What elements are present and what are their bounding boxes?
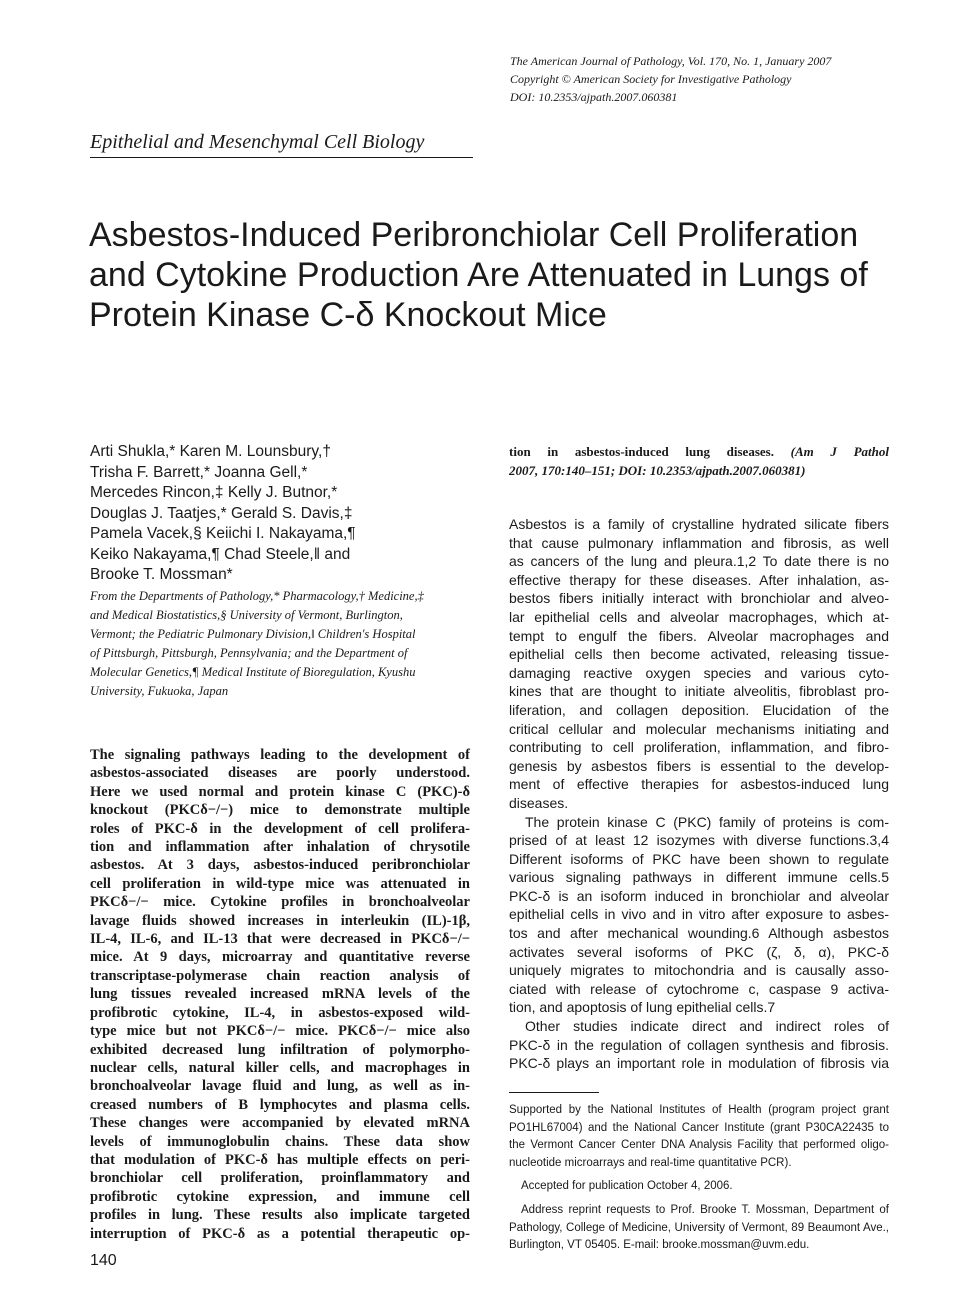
journal-copyright: Copyright © American Society for Investigative Pathology — [510, 72, 792, 86]
body-line: that cause pulmonary inflammation and fibrosis, as well — [509, 534, 889, 551]
abstract-line: cell proliferation in wild-type mice was attenuated in — [90, 875, 470, 892]
body-line: The protein kinase C (PKC) family of proteins is com- — [525, 813, 889, 830]
body-line: as cancers of the lung and pleura.1,2 To date there is no — [509, 553, 889, 570]
body-line: prised of at least 12 isozymes with diverse functions.3,4 — [509, 832, 889, 849]
title-line: and Cytokine Production Are Attenuated in Lungs of — [89, 256, 868, 294]
body-line: lar epithelial cells and alveolar macrophages, which at- — [509, 608, 889, 625]
body-line: PKC-δ plays an important role in modulation of fibrosis via — [509, 1055, 889, 1072]
abstract-line: creased numbers of B lymphocytes and plasma cells. — [90, 1096, 470, 1113]
abstract-line: PKCδ−/− mice. Cytokine profiles in bronchoalveolar — [90, 894, 470, 911]
body-line: various signaling pathways in different immune cells.5 — [509, 869, 889, 886]
title-line: Protein Kinase C-δ Knockout Mice — [89, 296, 607, 334]
body-line: diseases. — [509, 794, 569, 811]
title-line: Asbestos-Induced Peribronchiolar Cell Proliferation — [89, 216, 859, 254]
abstract-line: These changes were accompanied by elevated mRNA — [90, 1115, 470, 1132]
article-title — [89, 215, 949, 335]
body-line: tion, and apoptosis of lung epithelial cells.7 — [509, 999, 776, 1016]
footnote-rule — [509, 1092, 599, 1093]
journal-citation: The American Journal of Pathology, Vol. 170, No. 1, January 2007 — [510, 54, 832, 68]
body-line: liferation, and collagen deposition. Elucidation of the — [509, 701, 889, 718]
abstract-line: knockout (PKCδ−/−) mice to demonstrate multiple — [90, 802, 470, 819]
abstract-line: that modulation of PKC-δ has multiple effects on peri- — [90, 1151, 470, 1168]
abstract-line: profiles in lung. These results also implicate targeted — [90, 1207, 470, 1224]
abstract-continuation — [509, 443, 889, 480]
abstract-line: lung tissues revealed increased mRNA levels of the — [90, 986, 470, 1003]
body-line: epithelial cells in vivo and in vitro after exposure to asbes- — [509, 906, 889, 923]
abstract-line: mice. At 9 days, microarray and quantitative reverse — [90, 949, 470, 966]
footnotes — [509, 1102, 889, 1255]
affiliation-line: University, Fukuoka, Japan — [90, 684, 229, 698]
author-line: Keiko Nakayama,¶ Chad Steele,‖ and — [90, 545, 351, 563]
body-line: Other studies indicate direct and indirect roles of — [525, 1018, 889, 1035]
affiliation-line: of Pittsburgh, Pittsburgh, Pennsylvania; and the Department of — [90, 646, 408, 660]
abstract-line: type mice but not PKCδ−/− mice. PKCδ−/− mice also — [90, 1023, 470, 1040]
section-heading: Epithelial and Mesenchymal Cell Biology — [90, 131, 425, 153]
abstract-ref-end: 2007, 170:140–151; DOI: 10.2353/ajpath.2007.060381) — [509, 462, 806, 478]
footnote-support-line: nucleotide microarrays and real-time quantitative PCR). — [509, 1156, 792, 1169]
body-line: genesis by asbestos fibers is essential to the develop- — [509, 757, 889, 774]
body-line: Different isoforms of PKC have been shown to regulate — [509, 850, 889, 867]
author-line: Pamela Vacek,§ Keiichi I. Nakayama,¶ — [90, 525, 356, 542]
body-line: tempt to engulf the fibers. Alveolar macrophages and — [509, 627, 889, 644]
abstract-cont-line — [509, 443, 889, 462]
abstract-line: interruption of PKC-δ as a potential therapeutic op- — [90, 1225, 470, 1242]
body-line: tos and after mechanical wounding.6 Although asbestos — [509, 925, 889, 942]
page-number: 140 — [90, 1252, 117, 1269]
author-line: Trisha F. Barrett,* Joanna Gell,* — [90, 463, 308, 481]
body-line: activates several isoforms of PKC (ζ, δ, α), PKC-δ — [509, 943, 889, 960]
abstract-line: IL-4, IL-6, and IL-13 that were decreased in PKCδ−/− — [90, 931, 470, 948]
footnote-address-line: Burlington, VT 05405. E-mail: brooke.mossman@uvm.edu. — [509, 1239, 810, 1252]
affiliation-line: From the Departments of Pathology,* Pharmacology,† Medicine,‡ — [90, 589, 424, 603]
section-heading-rule — [90, 157, 473, 158]
body-line: ment of effective therapies for asbestos-induced lung — [509, 776, 889, 793]
footnote-address-line: Address reprint requests to Prof. Brooke T. Mossman, Department of — [521, 1203, 889, 1216]
abstract — [90, 746, 470, 1243]
body-line: PKC-δ is an isoform induced in bronchiolar and alveolar — [509, 887, 889, 904]
body-line: PKC-δ in the regulation of collagen synthesis and fibrosis. — [509, 1036, 889, 1053]
abstract-line: asbestos. At 3 days, asbestos-induced peribronchiolar — [90, 857, 470, 874]
footnote-accepted: Accepted for publication October 4, 2006. — [521, 1180, 733, 1193]
author-list — [90, 442, 490, 586]
author-line: Brooke T. Mossman* — [90, 566, 233, 583]
author-line: Arti Shukla,* Karen M. Lounsbury,† — [90, 443, 331, 460]
abstract-line: nuclear cells, natural killer cells, and macrophages in — [90, 1059, 470, 1076]
abstract-line: exhibited decreased lung infiltration of polymorpho- — [90, 1041, 470, 1058]
abstract-line: Here we used normal and protein kinase C (PKC)-δ — [90, 783, 470, 800]
journal-citation-block — [510, 52, 930, 106]
body-line: epithelial cells then become activated, releasing tissue- — [509, 646, 889, 663]
abstract-ref-start: (Am J Pathol — [790, 444, 889, 459]
abstract-line: transcriptase-polymerase chain reaction analysis of — [90, 967, 470, 984]
affiliation-line: Vermont; the Pediatric Pulmonary Division,‖ Children's Hospital — [90, 627, 416, 641]
abstract-line: The signaling pathways leading to the development of — [90, 747, 470, 763]
body-line: critical cellular and molecular mechanisms initiating and — [509, 720, 889, 737]
abstract-line: lavage fluids showed increases in interleukin (IL)-1β, — [90, 912, 470, 929]
body-line: damaging reactive oxygen species and various cyto- — [509, 664, 889, 681]
affiliations — [90, 587, 475, 701]
abstract-final-text: tion in asbestos-induced lung diseases. — [509, 444, 774, 459]
abstract-line: profibrotic cytokine expression, and immune cell — [90, 1188, 470, 1205]
abstract-line: bronchoalveolar lavage fluid and lung, as well as in- — [90, 1078, 470, 1095]
body-text — [509, 515, 889, 1073]
body-line: contributing to cell proliferation, inflammation, and fibro- — [509, 739, 889, 756]
footnote-address-line: Pathology, College of Medicine, University of Vermont, 89 Beaumont Ave., — [509, 1221, 889, 1234]
affiliation-line: Molecular Genetics,¶ Medical Institute of Bioregulation, Kyushu — [90, 665, 416, 679]
footnote-support-line: the Vermont Cancer Center DNA Analysis Facility that performed oligo- — [509, 1139, 889, 1152]
body-line: uniquely migrates to mitochondria and is causally asso- — [509, 962, 889, 979]
body-line: kines that are thought to initiate alveolitis, fibroblast pro- — [509, 683, 889, 700]
abstract-line: roles of PKC-δ in the development of cell prolifera- — [90, 820, 470, 837]
body-line: ciated with release of cytochrome c, caspase 9 activa- — [509, 980, 889, 997]
body-line: bestos fibers initially interact with bronchiolar and alveo- — [509, 590, 889, 607]
abstract-line: profibrotic cytokine, IL-4, in asbestos-exposed wild- — [90, 1004, 470, 1021]
author-line: Douglas J. Taatjes,* Gerald S. Davis,‡ — [90, 504, 353, 522]
abstract-line: asbestos-associated diseases are poorly understood. — [90, 765, 470, 782]
abstract-line: tion and inflammation after inhalation of chrysotile — [90, 839, 470, 856]
journal-doi: DOI: 10.2353/ajpath.2007.060381 — [510, 90, 678, 104]
footnote-support-line: PO1HL67004) and the National Cancer Institute (grant P30CA22435 to — [509, 1121, 889, 1134]
body-line: effective therapy for these diseases. After inhalation, as- — [509, 571, 889, 588]
abstract-line: levels of immunoglobulin chains. These data show — [90, 1133, 470, 1150]
body-line: Asbestos is a family of crystalline hydrated silicate fibers — [509, 516, 889, 532]
author-line: Mercedes Rincon,‡ Kelly J. Butnor,* — [90, 484, 338, 501]
footnote-support-line: Supported by the National Institutes of Health (program project grant — [509, 1104, 889, 1116]
affiliation-line: and Medical Biostatistics,§ University of Vermont, Burlington, — [90, 608, 403, 622]
abstract-line: bronchiolar cell proliferation, proinflammatory and — [90, 1170, 470, 1187]
